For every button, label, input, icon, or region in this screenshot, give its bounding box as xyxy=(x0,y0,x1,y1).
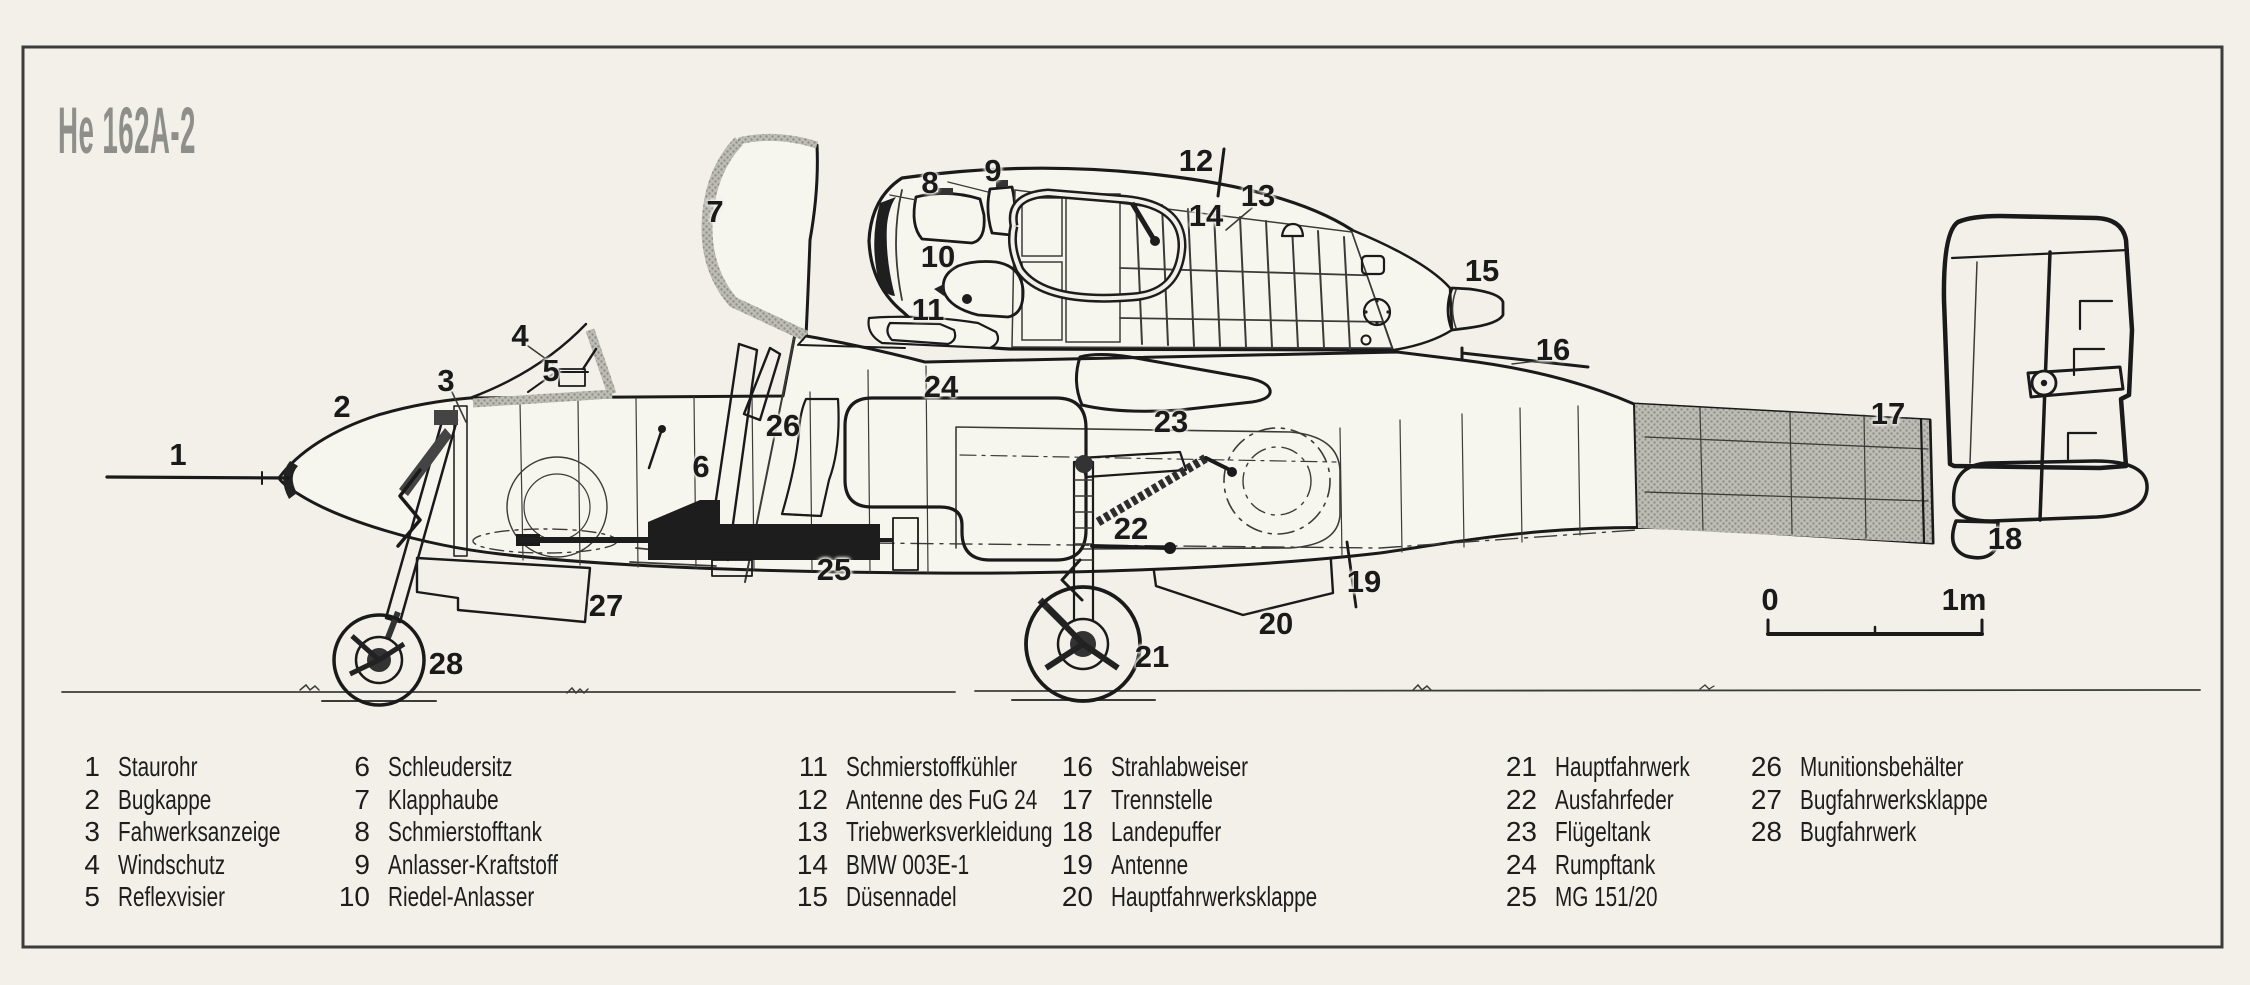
legend-item-number: 16 xyxy=(1061,751,1093,782)
scale-bar xyxy=(1768,620,1982,634)
legend-item-label: Bugkappe xyxy=(118,783,212,815)
callout-number-27: 27 xyxy=(588,588,624,623)
legend-item-number: 18 xyxy=(1061,816,1093,847)
callout-number-14: 14 xyxy=(1188,198,1224,233)
callout-number-26: 26 xyxy=(765,408,801,443)
callout-number-2: 2 xyxy=(333,389,351,424)
legend-item-label: Triebwerksverkleidung xyxy=(846,816,1053,847)
legend-item-number: 28 xyxy=(1750,816,1782,847)
legend-item-16 xyxy=(1059,751,1390,784)
pitot-tube xyxy=(107,472,289,484)
legend-item-18 xyxy=(1059,816,1390,849)
legend-item-label: Riedel-Anlasser xyxy=(388,881,535,912)
callout-number-23: 23 xyxy=(1153,404,1189,439)
legend-column-1 xyxy=(66,751,337,914)
legend-item-number: 5 xyxy=(84,881,100,912)
legend-column-5 xyxy=(1503,751,1737,914)
callout-number-21: 21 xyxy=(1134,639,1170,674)
legend-item-label: MG 151/20 xyxy=(1555,881,1658,912)
callout-number-24: 24 xyxy=(923,369,959,404)
legend-item-label: Strahlabweiser xyxy=(1111,751,1249,782)
legend-item-2 xyxy=(66,784,337,817)
legend-item-17 xyxy=(1059,784,1390,817)
figure-title: He 162A-2 xyxy=(58,93,196,167)
legend-item-label: Klapphaube xyxy=(388,783,499,815)
legend-item-label: Hauptfahrwerk xyxy=(1555,751,1690,782)
nose-gear-door xyxy=(417,558,590,622)
callout-number-8: 8 xyxy=(921,165,939,200)
callout-number-4: 4 xyxy=(511,318,529,353)
callout-number-19: 19 xyxy=(1346,564,1382,599)
legend-item-20 xyxy=(1059,881,1390,914)
callout-number-1: 1 xyxy=(169,437,187,472)
legend-item-label: Hauptfahrwerksklappe xyxy=(1111,881,1318,912)
callout-number-9: 9 xyxy=(984,153,1002,188)
legend-item-number: 1 xyxy=(84,751,100,782)
legend-item-number: 13 xyxy=(796,816,828,847)
legend-item-number: 7 xyxy=(354,783,370,815)
callout-number-10: 10 xyxy=(920,239,956,274)
callout-number-16: 16 xyxy=(1535,332,1571,367)
legend-item-label: Trennstelle xyxy=(1111,783,1213,815)
legend-item-10 xyxy=(336,881,618,914)
legend-item-9 xyxy=(336,849,618,882)
callout-number-18: 18 xyxy=(1987,521,2023,556)
legend-item-number: 22 xyxy=(1505,783,1537,815)
legend-column-4 xyxy=(1059,751,1390,914)
exhaust-needle xyxy=(1448,288,1503,330)
legend-item-label: Munitionsbehälter xyxy=(1800,751,1964,782)
legend-item-4 xyxy=(66,849,337,882)
legend-item-label: Staurohr xyxy=(118,751,198,782)
legend-item-number: 2 xyxy=(84,783,100,815)
legend-item-label: Flügeltank xyxy=(1555,816,1651,847)
legend-item-number: 11 xyxy=(798,751,828,782)
callout-number-17: 17 xyxy=(1870,396,1906,431)
legend-item-28 xyxy=(1748,816,2054,849)
legend-item-label: Landepuffer xyxy=(1111,816,1222,847)
legend-item-21 xyxy=(1503,751,1737,784)
legend-item-number: 24 xyxy=(1505,848,1537,880)
legend-item-number: 21 xyxy=(1505,751,1537,782)
legend-item-label: BMW 003E-1 xyxy=(846,848,970,880)
legend-item-label: Reflexvisier xyxy=(118,881,226,912)
windscreen xyxy=(470,324,612,403)
legend-item-5 xyxy=(66,881,337,914)
legend-item-25 xyxy=(1503,881,1737,914)
legend-item-number: 12 xyxy=(796,783,828,815)
ground-line xyxy=(62,685,2200,701)
legend-item-number: 10 xyxy=(338,881,370,912)
legend-item-number: 14 xyxy=(796,848,828,880)
legend-item-number: 8 xyxy=(354,816,370,847)
callout-number-11: 11 xyxy=(911,292,945,327)
legend-item-label: Schmierstofftank xyxy=(388,816,542,847)
callout-number-28: 28 xyxy=(428,646,464,681)
legend-item-number: 20 xyxy=(1061,881,1093,912)
legend-item-number: 25 xyxy=(1505,881,1537,912)
callout-number-13: 13 xyxy=(1240,178,1276,213)
tailplane-fairing xyxy=(1954,461,2147,521)
legend-item-22 xyxy=(1503,784,1737,817)
callout-number-15: 15 xyxy=(1464,253,1500,288)
callout-number-20: 20 xyxy=(1258,606,1294,641)
legend-item-26 xyxy=(1748,751,2054,784)
legend-item-label: Antenne xyxy=(1111,848,1189,880)
legend-column-2 xyxy=(336,751,618,914)
legend-item-23 xyxy=(1503,816,1737,849)
legend-item-label: Windschutz xyxy=(118,848,226,880)
legend-item-7 xyxy=(336,784,618,817)
legend-item-19 xyxy=(1059,849,1390,882)
legend-item-27 xyxy=(1748,784,2054,817)
callout-number-6: 6 xyxy=(692,449,710,484)
callout-number-7: 7 xyxy=(706,194,724,229)
legend-item-label: Fahwerksanzeige xyxy=(118,816,281,847)
tail-fin xyxy=(1944,216,2147,558)
legend-item-number: 26 xyxy=(1750,751,1782,782)
legend-item-number: 6 xyxy=(354,751,370,782)
legend-item-8 xyxy=(336,816,618,849)
legend-item-number: 19 xyxy=(1061,848,1093,880)
legend-item-label: Schleudersitz xyxy=(388,751,513,782)
callout-number-5: 5 xyxy=(542,353,560,388)
legend-item-number: 23 xyxy=(1505,816,1537,847)
legend-item-label: Bugfahrwerk xyxy=(1800,816,1917,847)
legend-item-label: Bugfahrwerksklappe xyxy=(1800,783,1988,815)
legend-item-number: 17 xyxy=(1061,783,1093,815)
canopy-open xyxy=(707,137,817,345)
legend-item-number: 9 xyxy=(354,848,370,880)
legend-item-number: 15 xyxy=(796,881,828,912)
legend-item-number: 4 xyxy=(84,848,100,880)
legend-item-label: Anlasser-Kraftstoff xyxy=(388,848,559,880)
legend-item-label: Rumpftank xyxy=(1555,848,1656,880)
legend-item-number: 3 xyxy=(84,816,100,847)
legend-item-1 xyxy=(66,751,337,784)
callout-number-22: 22 xyxy=(1113,511,1149,546)
callout-number-25: 25 xyxy=(816,552,852,587)
legend-item-label: Ausfahrfeder xyxy=(1555,783,1674,815)
legend-item-number: 27 xyxy=(1750,783,1782,815)
callout-number-3: 3 xyxy=(437,363,455,398)
legend-item-label: Düsennadel xyxy=(846,881,957,912)
legend-item-6 xyxy=(336,751,618,784)
callout-number-12: 12 xyxy=(1178,143,1214,178)
legend-item-24 xyxy=(1503,849,1737,882)
legend-item-label: Schmierstoffkühler xyxy=(846,751,1018,782)
legend-item-3 xyxy=(66,816,337,849)
legend-item-label: Antenne des FuG 24 xyxy=(846,783,1038,815)
scale-zero-label: 0 xyxy=(1761,582,1779,617)
scale-end-label: 1m xyxy=(1941,582,1987,617)
legend-column-6 xyxy=(1748,751,2054,849)
